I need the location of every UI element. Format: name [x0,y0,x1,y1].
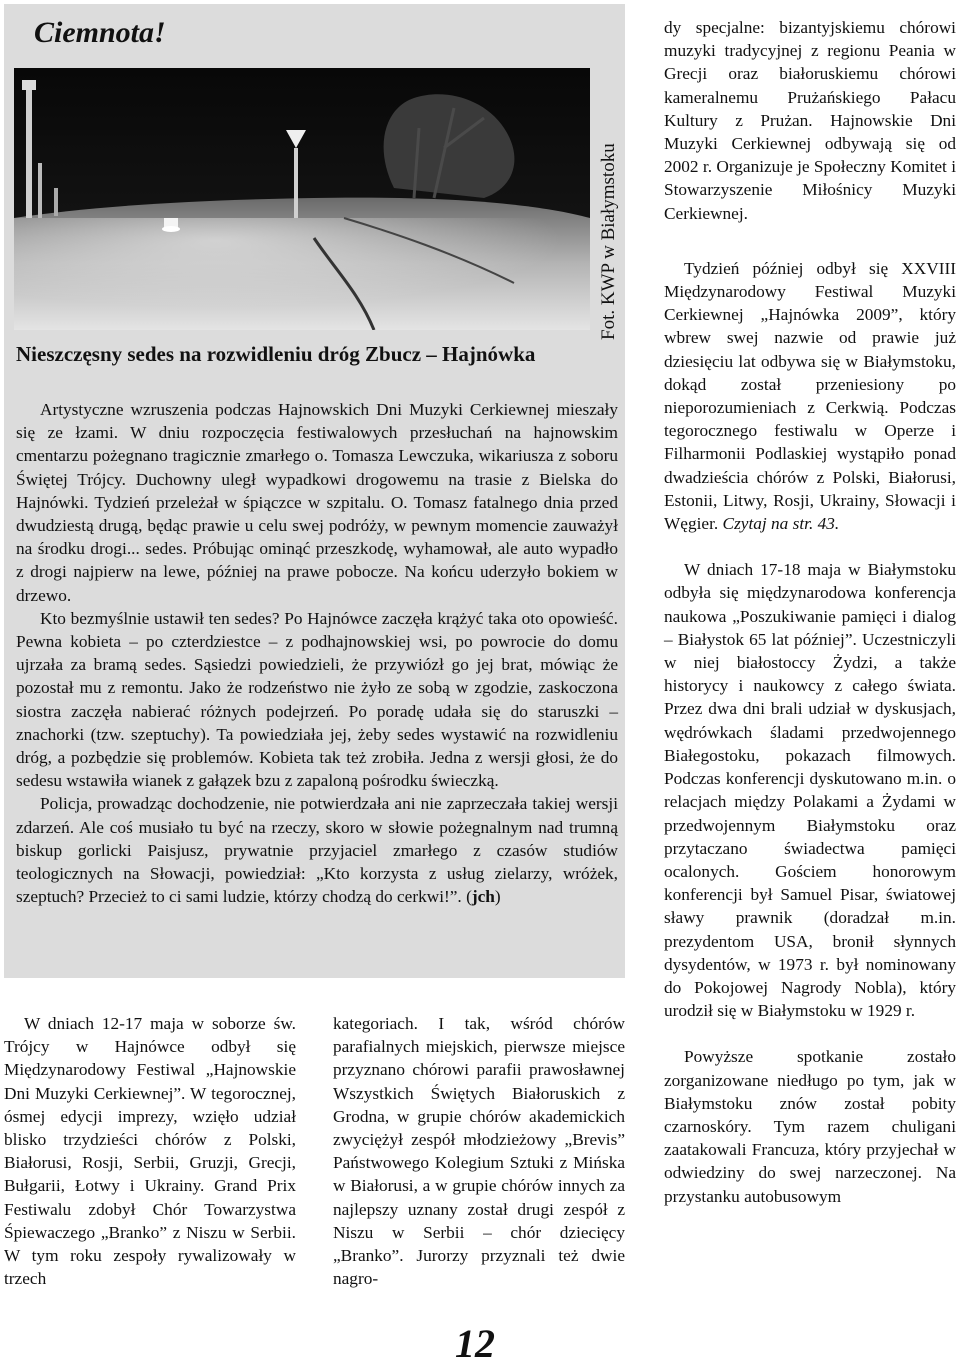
sidebar-box [4,4,625,978]
photo-image [14,68,590,330]
column-right-paragraph-3: W dniach 17-18 maja w Białymstoku odbyła się międzynarodowa konferencja naukowa „Poszukiwanie pamięci i dialog – Białystok 65 lat później”. Uczestniczyli w niej białostoccy Żydzi, a także historycy i naukowcy z całego świata. Przez dwa dni brali udział w dyskusjach, wędrówkach śladami przedwojennego Białegostoku, pokazach filmowych. Podczas konferencji dyskutowano m.in. o relacjach między Polakami a Żydami w przedwojennym Białymstoku oraz przytaczano świadectwa pamięci ocalonych. Gościem honorowym konferencji był Samuel Pisar, światowej sławy prawnik (doradzał m.in. prezydentom USA, bronił słynnych dysydentów, w 1973 r. był nominowany do Pokojowej Nagrody Nobla), który urodził się w Białymstoku w 1929 r. [664,560,956,1021]
photo-caption: Nieszczęsny sedes na rozwidleniu dróg Zbucz – Hajnówka [16,342,536,366]
article-paragraph-3 [16,792,618,908]
spacer [664,1022,956,1045]
column-right [664,16,956,1208]
article-signature: jch [471,887,495,907]
photo-credit: Fot. KWP w Białymstoku [598,143,619,340]
column-middle-text: kategoriach. I tak, wśród chórów parafialnych miejskich, pierwsze miejsce przyznano chórowi parafii prawosławnej Wszystkich Świętych Białoruskich z Grodna, w grupie chórów akademickich zwyciężył zespół młodzieżowy „Brevis” Państwowego Kolegium Sztuki z Mińska w Białorusi, a w grupie chórów innych za najlepszy uznany został drugi zespół z Niszu w Serbii – chór dziecięcy „Branko”. Jurorzy przyznali też dwie nagro- [333,1014,625,1289]
spacer [664,535,956,558]
column-right-paragraph-4: Powyższe spotkanie zostało zorganizowane niedługo po tym, jak w Białymstoku znów został pobity czarnoskóry. Tym razem chuligani zaatakowali Francuza, który przyjechał w odwiedziny do swej narzeczonej. Na przystanku autobusowym [664,1047,956,1206]
box-title: Ciemnota! [34,16,166,49]
spacer [664,225,956,257]
column-right-page-reference: Czytaj na str. 43. [722,514,840,534]
article-paragraph-3-text: Policja, prowadząc dochodzenie, nie potwierdzała ani nie zaprzeczała takiej wersji zdarzeń. Ale coś musiało tu być na rzeczy, skoro w słowie pożegnalnym nad trumną biskup gorlicki Paisjusz, prywatnie przyjaciel zmarłego z czasów studiów teologicznych na Słowacji, powiedział: „Kto korzysta z usług zielarzy, wróżek, szeptuch? Przecież to ci sami ludzie, którzy chodzą do cerkwi!”. ( [16,794,618,907]
page-number: 12 [455,1321,495,1366]
column-left [4,1012,296,1290]
article-paragraph-2: Kto bezmyślnie ustawił ten sedes? Po Hajnówce zaczęła krążyć taka oto opowieść. Pewna kobieta – po czterdziestce – z podhajnowskiej wsi, po powrocie do domu ujrzała za bramą sedes. Sąsiedzi powiedzieli, że przywiózł go jej brat, mówiąc że pozostał mu z remontu. Jako że rodzeństwo nie żyło ze sobą w zgodzie, zaskoczona siostra zaczęła nabierać różnych podejrzeń. Po poradę udała się do staruszki – znachorki (tzw. szeptuchy). Ta powiedziała jej, żeby sedes wystawić na rozwidleniu dróg, a pozbędzie się problemów. Kobieta tak też zrobiła. Jedna z wersji głosi, że do sedesu wstawiła wianek z gałązek bzu z zapaloną pośrodku świeczką. [16,608,618,791]
column-right-paragraph-1: dy specjalne: bizantyjskiemu chórowi muzyki tradycyjnej z regionu Peania w Grecji oraz białoruskiemu chórowi kameralnemu Prużańskiego Pałacu Kultury z Prużan. Hajnowskie Dni Muzyki Cerkiewnej odbywają się od 2002 r. Organizuje je Społeczny Komitet i Stowarzyszenie Miłośnicy Muzyki Cerkiewnej. [664,18,956,223]
column-right-paragraph-2 [664,257,956,535]
article-signature-close: ) [494,887,501,907]
article-body [16,398,618,908]
night-road-photo [14,68,590,330]
column-middle [333,1012,625,1290]
column-left-text: W dniach 12-17 maja w soborze św. Trójcy w Hajnówce odbył się Międzynarodowy Festiwal „Hajnowskie Dni Muzyki Cerkiewnej”. W tegorocznej, ósmej edycji imprezy, wzięło udział blisko trzydzieści chórów z Polski, Białorusi, Rosji, Serbii, Gruzji, Grecji, Bułgarii, Łotwy i Ukrainy. Grand Prix Festiwalu zdobył Chór Towarzystwa Śpiewaczego „Branko” z Niszu w Serbii. W tym roku zespoły rywalizowały w trzech [4,1014,296,1289]
column-right-paragraph-2-text: Tydzień później odbył się XXVIII Międzynarodowy Festiwal Muzyki Cerkiewnej „Hajnówka 2009”, który wbrew swej nazwie od prawie już dziesięciu lat odbywa się w Białymstoku, dokąd został przeniesiony po nieporozumieniach z Cerkwią. Podczas tegorocznego festiwalu w Operze i Filharmonii Podlaskiej wystąpiło ponad dwadzieścia chórów z Polski, Białorusi, Estonii, Litwy, Rosji, Ukrainy, Słowacji i Węgier. [664,258,956,534]
article-paragraph-1: Artystyczne wzruszenia podczas Hajnowskich Dni Muzyki Cerkiewnej mieszały się ze łzami. W dniu rozpoczęcia festiwalowych przesłuchań na hajnowskim cmentarzu pożegnano tragicznie zmarłego o. Tomasza Lewczuka, wikariusza z soboru Świętej Trójcy. Duchowny uległ wypadkowi drogowemu na trasie z Bielska do Hajnówki. Tydzień przeleżał w śpiączce w szpitalu. O. Tomasz fatalnego dnia przed dwudziestą drugą, będąc prawie u celu swej podróży, w pewnym momencie zauważył na środku drogi... sedes. Próbując ominąć przeszkodę, wyhamował, ale auto wypadło z drogi najpierw na lewe, później na prawe pobocze. Na końcu uderzyło bokiem w drzewo. [16,400,618,605]
